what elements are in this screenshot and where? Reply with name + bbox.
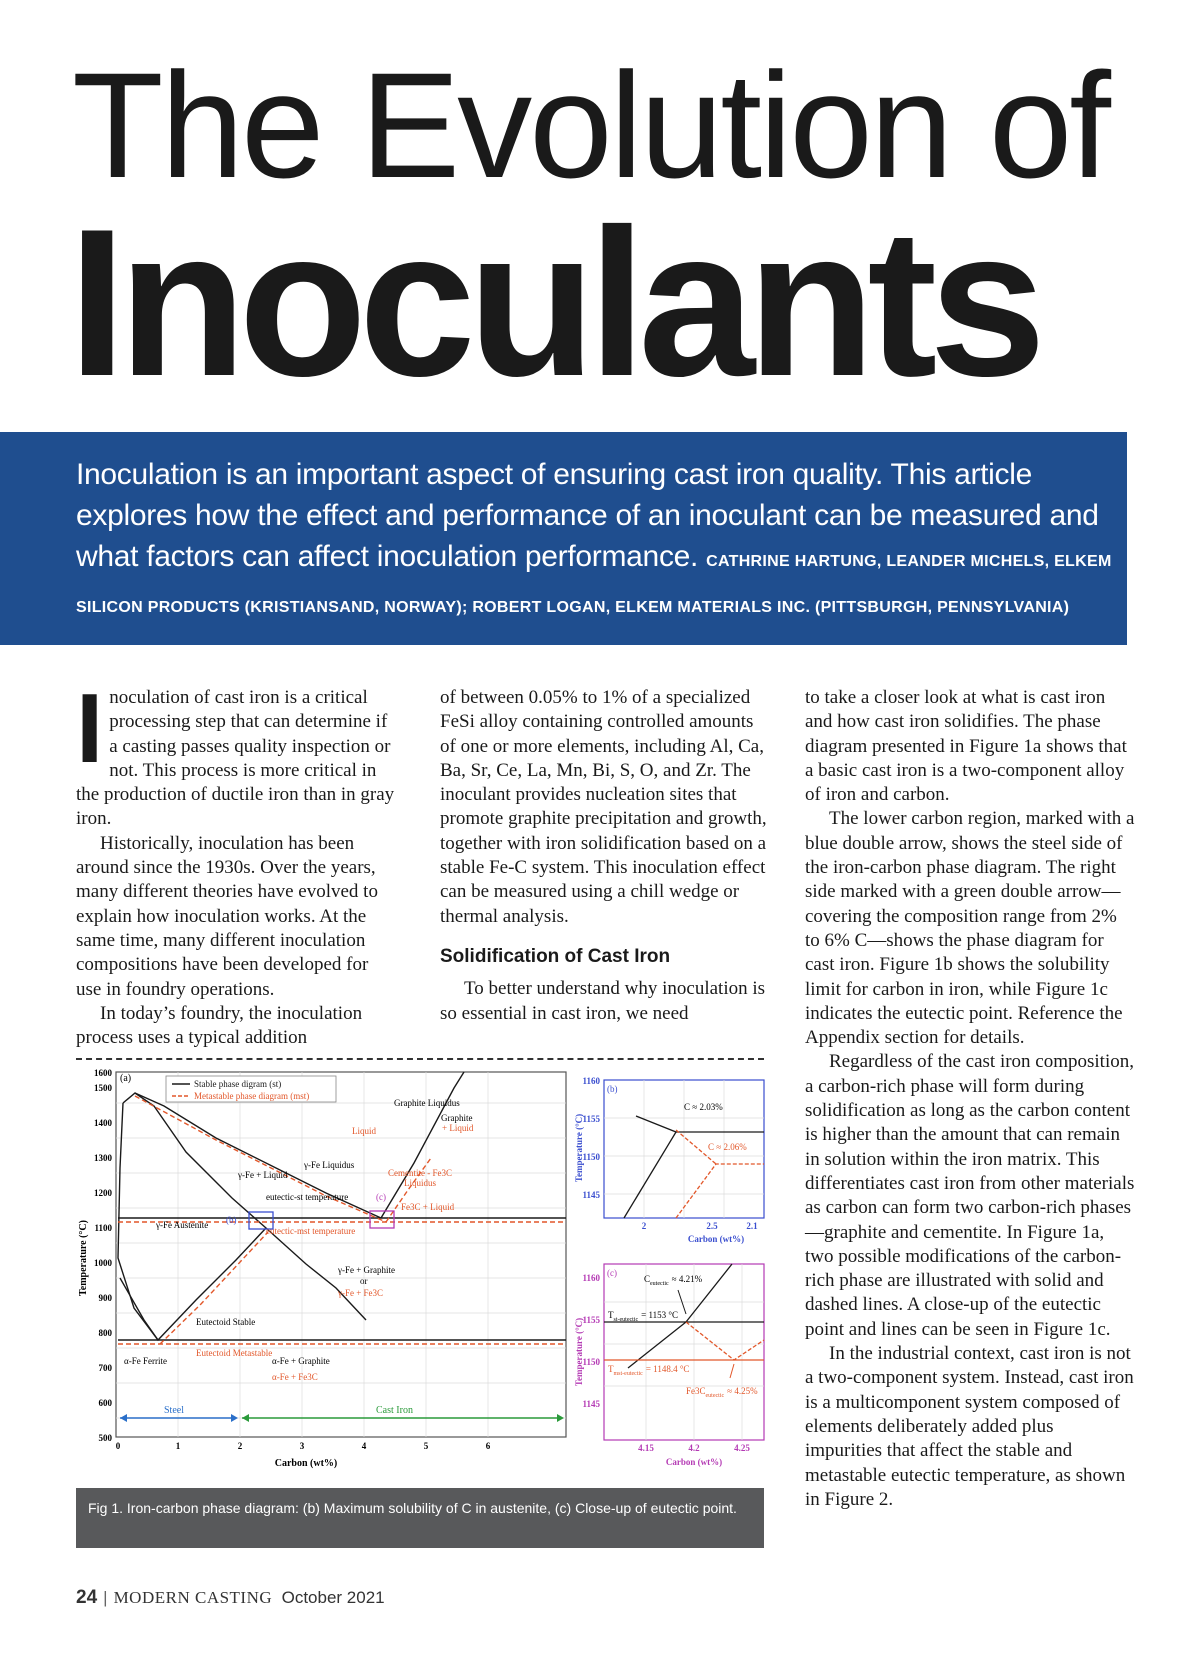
title-line-1: The Evolution of	[72, 41, 1108, 209]
label-eutectic-mst: eutectic-mst temperature	[266, 1226, 356, 1236]
paragraph: Historically, inoculation has been around since the 1930s. Over the years, many different theories have evolved to explain how inoculation works. At the same time, many different inoculation compositions have been developed for use in foundry operations.	[76, 832, 378, 1000]
deck-text: Inoculation is an important aspect of ensuring cast iron quality. This article explores how the effect and performance of an inoculant can be measured and what factors can affect inoculation performance.	[76, 458, 1099, 573]
issue-date: October 2021	[281, 1588, 385, 1607]
y-axis-label: Temperature (°C)	[574, 1317, 584, 1387]
x-axis-label: Carbon (wt%)	[274, 1458, 338, 1469]
title-line-2: Inoculants	[68, 185, 1039, 420]
label-eutectic-st: eutectic-st temperature	[266, 1192, 349, 1202]
xtick: 0	[115, 1441, 121, 1451]
figure-divider	[76, 1058, 764, 1060]
c-eut: C	[644, 1274, 651, 1284]
label-afe-graphite: α-Fe + Graphite	[272, 1356, 330, 1366]
xtick: 6	[485, 1441, 491, 1451]
y-axis-label: Temperature (°C)	[574, 1113, 584, 1183]
ytick: 1145	[582, 1399, 600, 1409]
section-heading: Solidification of Cast Iron	[440, 945, 671, 967]
label-gfe-fe3c: γ-Fe + Fe3C	[338, 1288, 384, 1298]
ytick: 1160	[582, 1076, 600, 1086]
label-gfe-liquidus: γ-Fe Liquidus	[304, 1160, 355, 1170]
xtick: 4.25	[734, 1443, 750, 1453]
label-c-mst: C ≈ 2.06%	[708, 1142, 747, 1152]
magazine-name: MODERN CASTING	[113, 1588, 273, 1607]
xtick: 4.15	[638, 1443, 654, 1453]
t-mst-sub: mst-eutectic	[613, 1371, 643, 1377]
ytick: 1155	[582, 1114, 600, 1124]
figure-caption: Fig 1. Iron-carbon phase diagram: (b) Maximum solubility of C in austenite, (c) Close-up of eutectic point.	[76, 1488, 764, 1548]
ytick: 1145	[582, 1190, 600, 1200]
page-footer	[76, 1587, 385, 1609]
paragraph: The lower carbon region, marked with a blue double arrow, shows the steel side of the iron-carbon phase diagram. The right side marked with a green double arrow—covering the composition range from 2% to 6% C—shows the phase diagram for cast iron. Figure 1b shows the solubility limit for carbon in iron, while Figure 1c indicates the eutectic point. Reference the Appendix section for details.	[805, 808, 1135, 1049]
legend-stable: Stable phase digram (st)	[194, 1079, 282, 1089]
fe3c: Fe3C	[686, 1386, 706, 1396]
xtick: 3	[299, 1441, 305, 1451]
ytick: 1000	[94, 1258, 112, 1268]
label-c-st: C ≈ 2.03%	[684, 1102, 723, 1112]
page-number: 24	[76, 1587, 98, 1608]
paragraph: To better understand why inoculation is so essential in cast iron, we need	[440, 978, 766, 1024]
paragraph: In today’s foundry, the inoculation process uses a typical addition	[76, 1002, 363, 1049]
ytick: 800	[98, 1328, 112, 1338]
label-steel: Steel	[164, 1405, 184, 1416]
fe3c-val: ≈ 4.25%	[727, 1386, 758, 1396]
body-column-3	[805, 686, 1135, 1512]
label-liquid: Liquid	[352, 1126, 376, 1136]
ytick: 900	[98, 1293, 112, 1303]
ytick: 1150	[582, 1152, 600, 1162]
label-plus-liquid: + Liquid	[442, 1123, 474, 1133]
ytick: 1100	[94, 1223, 112, 1233]
ytick: 1600	[94, 1068, 112, 1078]
xtick: 4.2	[688, 1443, 700, 1453]
label-gfe-graphite: γ-Fe + Graphite	[338, 1265, 396, 1275]
label-fe3c-liquid: Fe3C + Liquid	[401, 1202, 455, 1212]
xtick: 2.1	[746, 1221, 758, 1231]
label-eutectoid-metastable: Eutectoid Metastable	[196, 1348, 273, 1358]
xtick: 2	[641, 1221, 647, 1231]
ytick: 1200	[94, 1188, 112, 1198]
xtick: 5	[423, 1441, 429, 1451]
ytick: 1150	[582, 1357, 600, 1367]
label-austenite: γ-Fe Austenite	[156, 1220, 209, 1230]
body-column-1	[76, 673, 396, 1050]
ytick: 1500	[94, 1083, 112, 1093]
ytick: 700	[98, 1363, 112, 1373]
label-eutectoid-stable: Eutectoid Stable	[196, 1317, 256, 1327]
ytick: 1155	[582, 1315, 600, 1325]
x-axis-label: Carbon (wt%)	[687, 1234, 745, 1244]
xtick: 1	[175, 1441, 181, 1451]
label-or: or	[360, 1276, 368, 1286]
label-c-box: (c)	[376, 1192, 386, 1202]
ytick: 600	[98, 1398, 112, 1408]
drop-cap: I	[76, 673, 104, 783]
paragraph: of between 0.05% to 1% of a specialized FeSi alloy containing controlled amounts of one or more elements, including Al, Ca, Ba, Sr, Ce, La, Mn, Bi, S, O, and Zr. The inoculant provides nucleation sites that promote graphite precipitation and growth, together with iron solidification based on a stable Fe-C system. This inoculation effect can be measured using a chill wedge or thermal analysis.	[440, 687, 767, 927]
t-mst-val: = 1148.4 °C	[645, 1364, 690, 1374]
t-mst: T	[608, 1364, 614, 1374]
xtick: 2	[237, 1441, 243, 1451]
label-graphite: Graphite	[441, 1113, 473, 1123]
c-eut-sub: eutectic	[650, 1281, 669, 1287]
label-graphite-liquidus: Graphite Liquidus	[394, 1098, 460, 1108]
label-cementite: Cementite - Fe3C	[388, 1168, 452, 1178]
label-cast-iron: Cast Iron	[376, 1405, 413, 1416]
c-eut-val: ≈ 4.21%	[671, 1274, 703, 1284]
t-st-val: = 1153 °C	[641, 1310, 678, 1320]
legend-metastable: Metastable phase diagram (mst)	[194, 1091, 310, 1101]
body-column-2	[440, 686, 770, 1026]
fe3c-sub: eutectic	[705, 1393, 725, 1399]
paragraph: to take a closer look at what is cast iron and how cast iron solidifies. The phase diagram presented in Figure 1a shows that a basic cast iron is a two-component alloy of iron and carbon.	[805, 687, 1127, 806]
panel-b	[574, 1076, 764, 1244]
figure-1	[76, 1068, 766, 1488]
ytick: 1400	[94, 1118, 112, 1128]
panel-a	[78, 1068, 566, 1469]
label-cementite-liquidus: Liquidus	[404, 1178, 437, 1188]
t-st-sub: st-eutectic	[613, 1317, 639, 1323]
xtick: 2.5	[706, 1221, 718, 1231]
ytick: 1300	[94, 1153, 112, 1163]
t-st: T	[608, 1310, 614, 1320]
panel-a-label: (a)	[120, 1073, 132, 1084]
label-gfe-liquid: γ-Fe + Liquid	[238, 1170, 288, 1180]
panel-b-label: (b)	[607, 1084, 618, 1094]
xtick: 4	[361, 1441, 367, 1451]
paragraph: Regardless of the cast iron composition, a carbon-rich phase will form during solidification as long as the carbon content is higher than the amount that can remain in solution within the iron matrix. This differentiates cast iron from other materials as carbon can form two carbon-rich phases—graphite and cementite. In Figure 1a, two possible modifications of the carbon-rich phase are illustrated with solid and dashed lines. A close-up of the eutectic point and lines can be seen in Figure 1c.	[805, 1051, 1135, 1340]
x-axis-label: Carbon (wt%)	[665, 1457, 723, 1467]
y-axis-label: Temperature (°C)	[78, 1220, 89, 1296]
label-afe-ferrite: α-Fe Ferrite	[124, 1356, 167, 1366]
paragraph: In the industrial context, cast iron is not a two-component system. Instead, cast iron is a multicomponent system composed of elements deliberately added plus impurities that affect the stable and metastable eutectic temperature, as shown in Figure 2.	[805, 1343, 1134, 1510]
ytick: 1160	[582, 1273, 600, 1283]
label-afe-fe3c: α-Fe + Fe3C	[272, 1372, 318, 1382]
paragraph: noculation of cast iron is a critical processing step that can determine if a casting passes quality inspection or not. This process is more critical in the production of ductile iron than in gray iron.	[76, 687, 395, 830]
deck	[76, 454, 1116, 628]
panel-c	[574, 1264, 764, 1467]
label-b-box: (b)	[226, 1215, 237, 1225]
panel-c-label: (c)	[607, 1268, 617, 1278]
ytick: 500	[98, 1433, 112, 1443]
footer-separator: |	[103, 1588, 108, 1607]
byline: CATHRINE HARTUNG, LEANDER MICHELS, ELKEM SILICON PRODUCTS (KRISTIANSAND, NORWAY); ROBERT LOGAN, ELKEM MATERIALS INC. (PITTSBURGH, PENNSYLVANIA)	[76, 553, 1112, 616]
